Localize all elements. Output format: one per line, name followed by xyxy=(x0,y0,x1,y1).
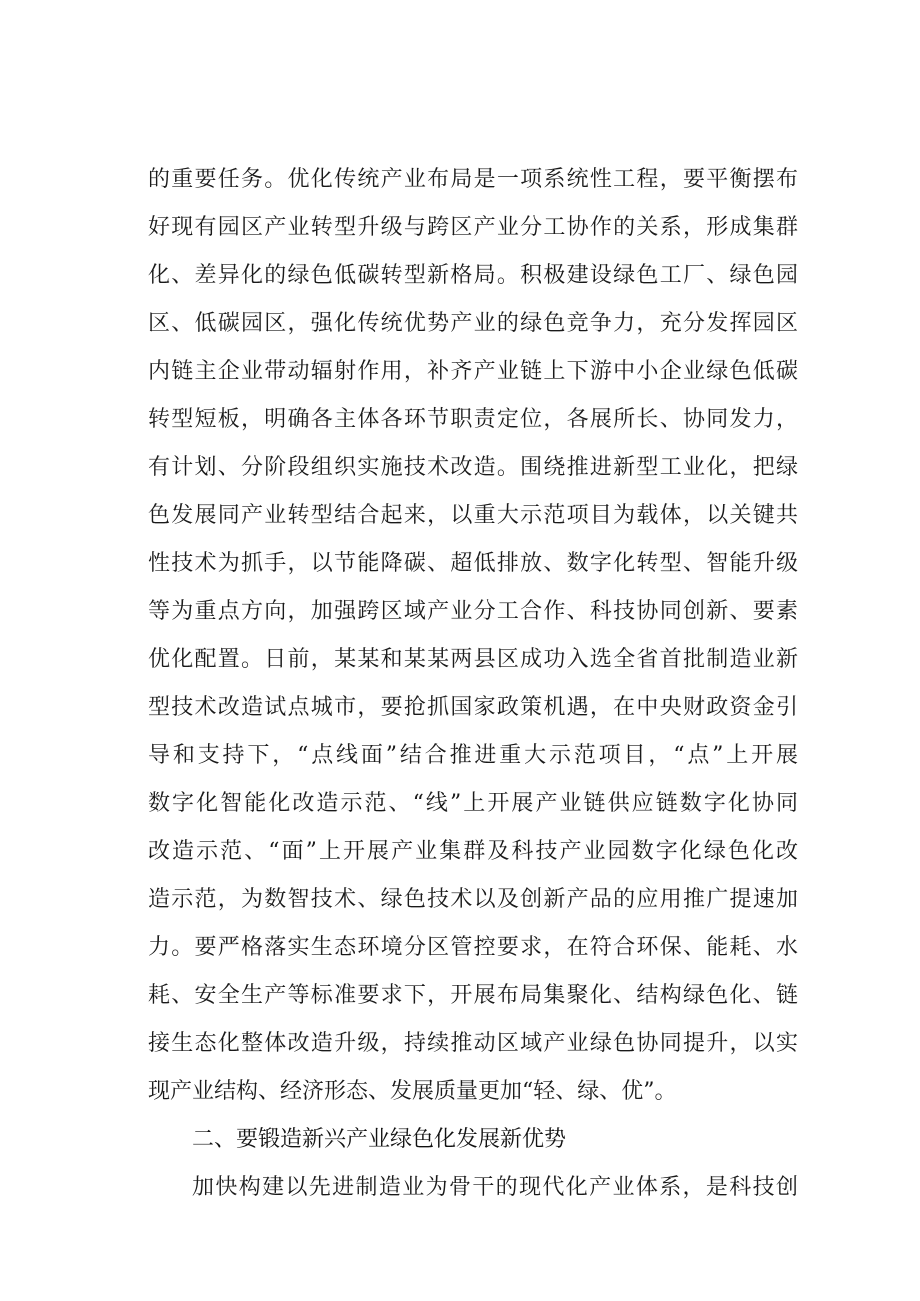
paragraph-line: 型技术改造试点城市，要抢抓国家政策机遇，在中央财政资金引 xyxy=(148,695,798,720)
paragraph-line: 接生态化整体改造升级，持续推动区域产业绿色协同提升，以实 xyxy=(148,1031,798,1056)
paragraph-line: 有计划、分阶段组织实施技术改造。围绕推进新型工业化，把绿 xyxy=(148,455,798,480)
paragraph-line: 数字化智能化改造示范、“线”上开展产业链供应链数字化协同 xyxy=(148,791,798,816)
paragraph-line: 耗、安全生产等标准要求下，开展布局集聚化、结构绿色化、链 xyxy=(148,983,798,1008)
section-heading: 二、要锻造新兴产业绿色化发展新优势 xyxy=(192,1127,567,1152)
paragraph-2 xyxy=(148,1164,798,1212)
paragraph-line: 导和支持下，“点线面”结合推进重大示范项目，“点”上开展 xyxy=(148,743,798,768)
paragraph-line: 色发展同产业转型结合起来，以重大示范项目为载体，以关键共 xyxy=(148,503,798,528)
paragraph-line: 造示范，为数智技术、绿色技术以及创新产品的应用推广提速加 xyxy=(148,887,798,912)
paragraph-line: 等为重点方向，加强跨区域产业分工合作、科技协同创新、要素 xyxy=(148,599,798,624)
document-body xyxy=(148,156,798,1212)
paragraph-line: 力。要严格落实生态环境分区管控要求，在符合环保、能耗、水 xyxy=(148,935,798,960)
paragraph-line: 加快构建以先进制造业为骨干的现代化产业体系，是科技创 xyxy=(192,1175,798,1200)
paragraph-line: 区、低碳园区，强化传统优势产业的绿色竞争力，充分发挥园区 xyxy=(148,311,798,336)
paragraph-line: 现产业结构、经济形态、发展质量更加“轻、绿、优”。 xyxy=(148,1079,677,1104)
paragraph-line: 性技术为抓手，以节能降碳、超低排放、数字化转型、智能升级 xyxy=(148,551,798,576)
paragraph-line: 内链主企业带动辐射作用，补齐产业链上下游中小企业绿色低碳 xyxy=(148,359,798,384)
paragraph-line: 化、差异化的绿色低碳转型新格局。积极建设绿色工厂、绿色园 xyxy=(148,263,798,288)
paragraph-1 xyxy=(148,156,798,1116)
paragraph-line: 优化配置。日前，某某和某某两县区成功入选全省首批制造业新 xyxy=(148,647,798,672)
paragraph-line: 转型短板，明确各主体各环节职责定位，各展所长、协同发力， xyxy=(148,407,798,432)
paragraph-line: 好现有园区产业转型升级与跨区产业分工协作的关系，形成集群 xyxy=(148,215,798,240)
paragraph-line: 改造示范、“面”上开展产业集群及科技产业园数字化绿色化改 xyxy=(148,839,798,864)
paragraph-line: 的重要任务。优化传统产业布局是一项系统性工程，要平衡摆布 xyxy=(148,167,798,192)
